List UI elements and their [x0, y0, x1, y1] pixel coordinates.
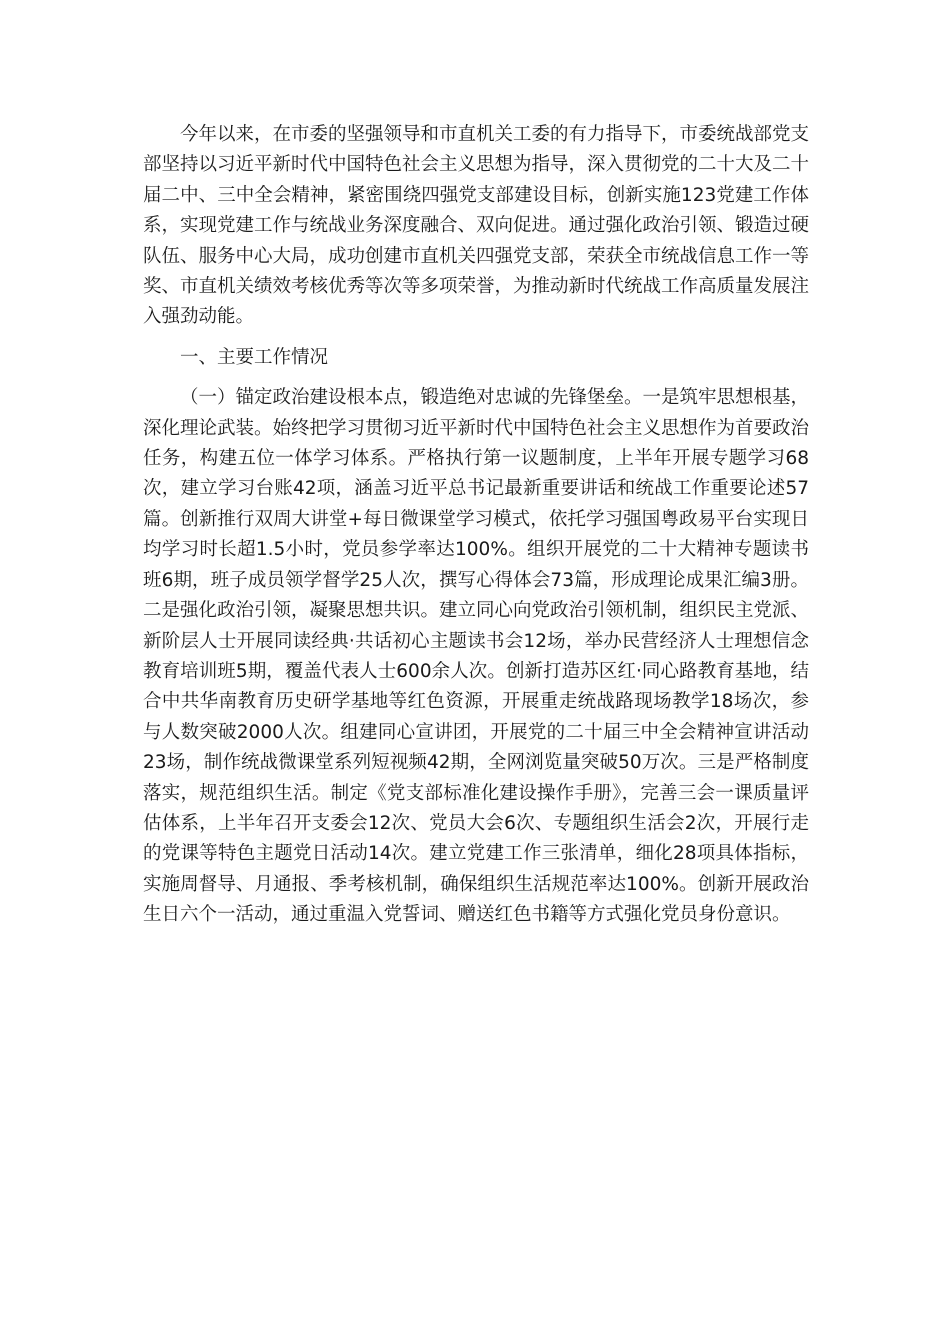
- body-paragraph: （一）锚定政治建设根本点，锻造绝对忠诚的先锋堡垒。一是筑牢思想根基，深化理论武装。始终把学习贯彻习近平新时代中国特色社会主义思想作为首要政治任务，构建五位一体学习体系。严格执行第一议题制度，上半年开展专题学习68次，建立学习台账42项，涵盖习近平总书记最新重要讲话和统战工作重要论述57篇。创新推行双周大讲堂+每日微课堂学习模式，依托学习强国粤政易平台实现日均学习时长超1.5小时，党员参学率达100%。组织开展党的二十大精神专题读书班6期，班子成员领学督学25人次，撰写心得体会73篇，形成理论成果汇编3册。二是强化政治引领，凝聚思想共识。建立同心向党政治引领机制，组织民主党派、新阶层人士开展同读经典·共话初心主题读书会12场，举办民营经济人士理想信念教育培训班5期，覆盖代表人士600余人次。创新打造苏区红·同心路教育基地，结合中共华南教育历史研学基地等红色资源，开展重走统战路现场教学18场次，参与人数突破2000人次。组建同心宣讲团，开展党的二十届三中全会精神宣讲活动23场，制作统战微课堂系列短视频42期，全网浏览量突破50万次。三是严格制度落实，规范组织生活。制定《党支部标准化建设操作手册》，完善三会一课质量评估体系，上半年召开支委会12次、党员大会6次、专题组织生活会2次，开展行走的党课等特色主题党日活动14次。建立党建工作三张清单，细化28项具体指标，实施周督导、月通报、季考核机制，确保组织生活规范率达100%。创新开展政治生日六个一活动，通过重温入党誓词、赠送红色书籍等方式强化党员身份意识。: [143, 387, 810, 926]
- section-heading: 一、主要工作情况: [180, 346, 329, 368]
- intro-paragraph: 今年以来，在市委的坚强领导和市直机关工委的有力指导下，市委统战部党支部坚持以习近平新时代中国特色社会主义思想为指导，深入贯彻党的二十大及二十届二中、三中全会精神，紧密围绕四强党支部建设目标，创新实施123党建工作体系，实现党建工作与统战业务深度融合、双向促进。通过强化政治引领、锻造过硬队伍、服务中心大局，成功创建市直机关四强党支部，荣获全市统战信息工作一等奖、市直机关绩效考核优秀等次等多项荣誉，为推动新时代统战工作高质量发展注入强劲动能。: [143, 124, 810, 328]
- document-body: [143, 120, 809, 931]
